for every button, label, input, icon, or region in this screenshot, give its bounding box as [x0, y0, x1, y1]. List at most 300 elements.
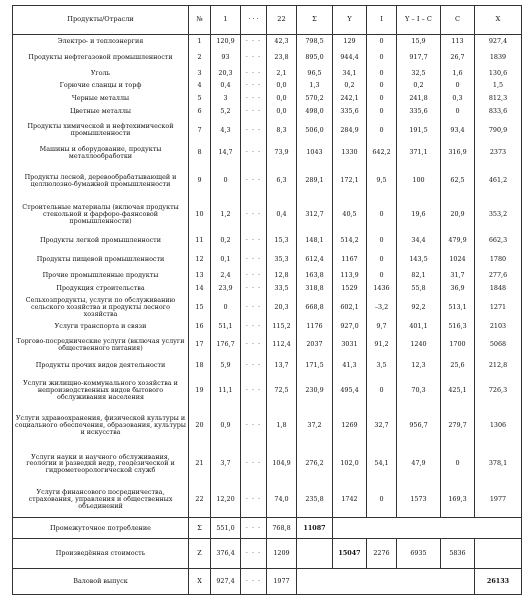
cell-c1: 0 — [211, 295, 241, 320]
cell-c22: 15,3 — [267, 231, 297, 250]
cell-c1: 51,1 — [211, 320, 241, 334]
cell-x: 130,6 — [475, 67, 522, 80]
cell-dots: · · · — [241, 79, 267, 92]
table-row — [13, 375, 522, 405]
cell-yic: 70,3 — [397, 375, 441, 405]
row-name: Продукты пищевой промышленности — [13, 250, 189, 269]
cell-y: 113,9 — [333, 269, 367, 282]
row-no: Σ — [189, 517, 211, 538]
cell-dots: · · · — [241, 143, 267, 163]
cell-y: 1529 — [333, 282, 367, 295]
cell-c1: 14,7 — [211, 143, 241, 163]
row-no: 22 — [189, 482, 211, 518]
cell-yic: 82,1 — [397, 269, 441, 282]
cell-c1: 11,1 — [211, 375, 241, 405]
cell-sigma: 2037 — [297, 334, 333, 357]
cell-sigma: 230,9 — [297, 375, 333, 405]
cell-c: 479,9 — [441, 231, 475, 250]
cell-c1: 0,2 — [211, 231, 241, 250]
cell-y: 129 — [333, 34, 367, 47]
cell-c1: 0,9 — [211, 405, 241, 446]
row-no: 16 — [189, 320, 211, 334]
row-no: 9 — [189, 163, 211, 198]
row-no: 21 — [189, 446, 211, 481]
cell-sigma: 506,0 — [297, 118, 333, 143]
empty-cell — [297, 539, 333, 569]
header-col-1: 1 — [211, 6, 241, 35]
cell-dots: · · · — [241, 105, 267, 118]
cell-sigma: 171,5 — [297, 356, 333, 375]
cell-x: 1780 — [475, 250, 522, 269]
cell-sigma: 498,0 — [297, 105, 333, 118]
cell-yic: 241,8 — [397, 92, 441, 105]
cell-c22: 42,3 — [267, 34, 297, 47]
table-row — [13, 356, 522, 375]
cell-c22: 0,0 — [267, 92, 297, 105]
cell-c: 0 — [441, 105, 475, 118]
cell-c1: 12,20 — [211, 482, 241, 518]
cell-i: 0 — [367, 269, 397, 282]
header-col-22: 22 — [267, 6, 297, 35]
cell-i: 0 — [367, 79, 397, 92]
cell-y: 1330 — [333, 143, 367, 163]
cell-sigma: 312,7 — [297, 198, 333, 230]
cell-c22: 112,4 — [267, 334, 297, 357]
cell-yic: 12,3 — [397, 356, 441, 375]
cell-yic: 956,7 — [397, 405, 441, 446]
cell-i: 0 — [367, 482, 397, 518]
cell-x: 1839 — [475, 47, 522, 66]
row-name: Электро- и теплоэнергия — [13, 34, 189, 47]
cell-c22: 2,1 — [267, 67, 297, 80]
cell-yic: 15,9 — [397, 34, 441, 47]
header-no: № — [189, 6, 211, 35]
cell-x: 461,2 — [475, 163, 522, 198]
cell-i: 1436 — [367, 282, 397, 295]
cell-yic: 6935 — [397, 539, 441, 569]
row-name: Продукция строительства — [13, 282, 189, 295]
cell-c1: 3 — [211, 92, 241, 105]
cell-x: 26133 — [475, 569, 522, 595]
cell-c: 0 — [441, 446, 475, 481]
table-row — [13, 105, 522, 118]
cell-c22: 8,3 — [267, 118, 297, 143]
row-name: Произведённая стоимость — [13, 539, 189, 569]
empty-cell — [475, 539, 522, 569]
cell-c: 26,7 — [441, 47, 475, 66]
cell-yic: 100 — [397, 163, 441, 198]
cell-c: 25,6 — [441, 356, 475, 375]
cell-y: 1167 — [333, 250, 367, 269]
row-no: 11 — [189, 231, 211, 250]
cell-i: 9,7 — [367, 320, 397, 334]
cell-c1: 3,7 — [211, 446, 241, 481]
cell-y: 102,0 — [333, 446, 367, 481]
cell-y: 15047 — [333, 539, 367, 569]
cell-c22: 0,0 — [267, 79, 297, 92]
cell-c22: 1977 — [267, 569, 297, 595]
cell-i: 9,5 — [367, 163, 397, 198]
header-sigma: Σ — [297, 6, 333, 35]
cell-c: 279,7 — [441, 405, 475, 446]
cell-yic: 371,1 — [397, 143, 441, 163]
cell-y: 495,4 — [333, 375, 367, 405]
row-no: 7 — [189, 118, 211, 143]
cell-yic: 47,9 — [397, 446, 441, 481]
cell-dots: · · · — [241, 47, 267, 66]
cell-i: 91,2 — [367, 334, 397, 357]
cell-c: 5836 — [441, 539, 475, 569]
row-name: Сельхозпродукты, услуги по обслуживанию сельского хозяйства и продукты лесного хозяйства — [13, 295, 189, 320]
cell-i: 642,2 — [367, 143, 397, 163]
cell-x: 726,3 — [475, 375, 522, 405]
row-name: Промежуточное потребление — [13, 517, 189, 538]
row-no: 20 — [189, 405, 211, 446]
row-name: Услуги науки и научного обслуживания, геологии и разведки недр, геодезической и гидрометеорологической служб — [13, 446, 189, 481]
cell-c22: 13,7 — [267, 356, 297, 375]
cell-yic: 401,1 — [397, 320, 441, 334]
cell-yic: 335,6 — [397, 105, 441, 118]
row-name: Продукты прочих видов деятельности — [13, 356, 189, 375]
cell-sigma: 895,0 — [297, 47, 333, 66]
table-row — [13, 79, 522, 92]
row-no: 12 — [189, 250, 211, 269]
row-name: Горючие сланцы и торф — [13, 79, 189, 92]
cell-sigma: 612,4 — [297, 250, 333, 269]
cell-y: 514,2 — [333, 231, 367, 250]
cell-x: 1306 — [475, 405, 522, 446]
cell-c22: 115,2 — [267, 320, 297, 334]
cell-x: 212,8 — [475, 356, 522, 375]
cell-c: 20,9 — [441, 198, 475, 230]
cell-y: 602,1 — [333, 295, 367, 320]
cell-sigma: 1043 — [297, 143, 333, 163]
cell-c1: 120,9 — [211, 34, 241, 47]
cell-c1: 23,9 — [211, 282, 241, 295]
row-no: 19 — [189, 375, 211, 405]
cell-sigma: 1176 — [297, 320, 333, 334]
row-no: 6 — [189, 105, 211, 118]
cell-c22: 12,8 — [267, 269, 297, 282]
row-no: 3 — [189, 67, 211, 80]
cell-i: 32,7 — [367, 405, 397, 446]
row-no: 17 — [189, 334, 211, 357]
cell-i: 0 — [367, 231, 397, 250]
cell-x: 662,3 — [475, 231, 522, 250]
cell-c1: 0,4 — [211, 79, 241, 92]
table-row — [13, 34, 522, 47]
cell-x: 812,3 — [475, 92, 522, 105]
cell-y: 1742 — [333, 482, 367, 518]
cell-x: 277,6 — [475, 269, 522, 282]
cell-c22: 6,3 — [267, 163, 297, 198]
cell-y: 0,2 — [333, 79, 367, 92]
row-no: Z — [189, 539, 211, 569]
input-output-table — [12, 5, 522, 595]
cell-i: 0 — [367, 34, 397, 47]
cell-sigma: 148,1 — [297, 231, 333, 250]
cell-dots: · · · — [241, 482, 267, 518]
header-yic: Y – I – C — [397, 6, 441, 35]
cell-x: 833,6 — [475, 105, 522, 118]
row-no: 8 — [189, 143, 211, 163]
cell-c22: 0,0 — [267, 105, 297, 118]
cell-c1: 551,0 — [211, 517, 241, 538]
cell-y: 335,6 — [333, 105, 367, 118]
cell-c1: 5,9 — [211, 356, 241, 375]
cell-c1: 2,4 — [211, 269, 241, 282]
cell-c22: 0,4 — [267, 198, 297, 230]
row-name: Цветные металлы — [13, 105, 189, 118]
row-name: Строительные материалы (включая продукты стекольной и фарфоро-фаянсовой промышленности) — [13, 198, 189, 230]
row-no: 10 — [189, 198, 211, 230]
cell-yic: 917,7 — [397, 47, 441, 66]
cell-y: 41,3 — [333, 356, 367, 375]
cell-dots: · · · — [241, 198, 267, 230]
row-name: Машины и оборудование, продукты металлообработки — [13, 143, 189, 163]
cell-y: 34,1 — [333, 67, 367, 80]
cell-c22: 1209 — [267, 539, 297, 569]
cell-c: 1,6 — [441, 67, 475, 80]
cell-x: 1977 — [475, 482, 522, 518]
cell-dots: · · · — [241, 163, 267, 198]
table-row — [13, 446, 522, 481]
cell-dots: · · · — [241, 569, 267, 595]
empty-cell — [333, 517, 522, 538]
cell-x: 1271 — [475, 295, 522, 320]
cell-y: 3031 — [333, 334, 367, 357]
cell-sigma: 96,5 — [297, 67, 333, 80]
cell-c22: 72,5 — [267, 375, 297, 405]
header-row — [13, 6, 522, 35]
row-no: 14 — [189, 282, 211, 295]
cell-yic: 143,5 — [397, 250, 441, 269]
row-name: Торгово-посреднические услуги (включая услуги общественного питания) — [13, 334, 189, 357]
cell-sigma: 570,2 — [297, 92, 333, 105]
row-no: 15 — [189, 295, 211, 320]
cell-y: 284,9 — [333, 118, 367, 143]
cell-i: 0 — [367, 105, 397, 118]
cell-c22: 35,3 — [267, 250, 297, 269]
header-c: C — [441, 6, 475, 35]
cell-y: 927,0 — [333, 320, 367, 334]
cell-c1: 5,2 — [211, 105, 241, 118]
row-no: 13 — [189, 269, 211, 282]
cell-x: 2103 — [475, 320, 522, 334]
header-i: I — [367, 6, 397, 35]
row-name: Услуги транспорта и связи — [13, 320, 189, 334]
cell-c22: 20,3 — [267, 295, 297, 320]
table-row — [13, 295, 522, 320]
cell-sigma: 37,2 — [297, 405, 333, 446]
cell-c: 425,1 — [441, 375, 475, 405]
table-row — [13, 67, 522, 80]
table-row — [13, 269, 522, 282]
cell-dots: · · · — [241, 67, 267, 80]
cell-dots: · · · — [241, 375, 267, 405]
header-dots: · · · — [241, 6, 267, 35]
row-name: Черные металлы — [13, 92, 189, 105]
row-no: 2 — [189, 47, 211, 66]
table-row — [13, 47, 522, 66]
cell-c22: 33,5 — [267, 282, 297, 295]
cell-c: 93,4 — [441, 118, 475, 143]
cell-c1: 927,4 — [211, 569, 241, 595]
cell-i: 0 — [367, 92, 397, 105]
cell-i: 0 — [367, 375, 397, 405]
table-row — [13, 163, 522, 198]
row-no: 4 — [189, 79, 211, 92]
cell-x: 378,1 — [475, 446, 522, 481]
cell-dots: · · · — [241, 250, 267, 269]
cell-c: 169,3 — [441, 482, 475, 518]
cell-x: 927,4 — [475, 34, 522, 47]
cell-i: 3,5 — [367, 356, 397, 375]
cell-yic: 191,5 — [397, 118, 441, 143]
cell-yic: 92,2 — [397, 295, 441, 320]
cell-c: 513,1 — [441, 295, 475, 320]
cell-i: –3,2 — [367, 295, 397, 320]
cell-dots: · · · — [241, 282, 267, 295]
cell-c: 31,7 — [441, 269, 475, 282]
row-name: Продукты легкой промышленности — [13, 231, 189, 250]
cell-dots: · · · — [241, 405, 267, 446]
cell-yic: 1573 — [397, 482, 441, 518]
cell-dots: · · · — [241, 295, 267, 320]
cell-c1: 1,2 — [211, 198, 241, 230]
cell-dots: · · · — [241, 92, 267, 105]
cell-yic: 32,5 — [397, 67, 441, 80]
row-no: 5 — [189, 92, 211, 105]
cell-i: 54,1 — [367, 446, 397, 481]
table-row — [13, 198, 522, 230]
cell-c: 0 — [441, 79, 475, 92]
cell-dots: · · · — [241, 446, 267, 481]
cell-sigma: 668,8 — [297, 295, 333, 320]
gross-output-row — [13, 569, 522, 595]
cell-sigma: 235,8 — [297, 482, 333, 518]
row-name: Услуги финансового посредничества, страхования, управления и общественных объединений — [13, 482, 189, 518]
cell-yic: 0,2 — [397, 79, 441, 92]
table-row — [13, 118, 522, 143]
cell-c22: 23,8 — [267, 47, 297, 66]
cell-y: 1269 — [333, 405, 367, 446]
cell-dots: · · · — [241, 269, 267, 282]
row-no: 1 — [189, 34, 211, 47]
cell-yic: 34,4 — [397, 231, 441, 250]
cell-sigma: 318,8 — [297, 282, 333, 295]
cell-c1: 4,3 — [211, 118, 241, 143]
cell-c22: 1,8 — [267, 405, 297, 446]
cell-i: 0 — [367, 118, 397, 143]
io-table-container — [12, 5, 521, 595]
table-row — [13, 482, 522, 518]
cell-sigma: 289,1 — [297, 163, 333, 198]
table-row — [13, 320, 522, 334]
header-y: Y — [333, 6, 367, 35]
row-no: X — [189, 569, 211, 595]
row-name: Услуги здравоохранения, физической культуры и социального обеспечения, образования, культуры и искусства — [13, 405, 189, 446]
cell-dots: · · · — [241, 356, 267, 375]
cell-x: 1,5 — [475, 79, 522, 92]
row-name: Продукты химической и нефтехимической промышленности — [13, 118, 189, 143]
cell-y: 40,5 — [333, 198, 367, 230]
cell-c22: 73,9 — [267, 143, 297, 163]
cell-yic: 1240 — [397, 334, 441, 357]
cell-sigma: 276,2 — [297, 446, 333, 481]
table-row — [13, 231, 522, 250]
cell-sigma: 798,5 — [297, 34, 333, 47]
cell-dots: · · · — [241, 34, 267, 47]
cell-c22: 104,9 — [267, 446, 297, 481]
cell-c: 62,5 — [441, 163, 475, 198]
table-row — [13, 282, 522, 295]
cell-i: 0 — [367, 47, 397, 66]
cell-dots: · · · — [241, 334, 267, 357]
row-name: Уголь — [13, 67, 189, 80]
cell-i: 2276 — [367, 539, 397, 569]
cell-x: 5068 — [475, 334, 522, 357]
row-name: Валовой выпуск — [13, 569, 189, 595]
table-row — [13, 334, 522, 357]
cell-sigma: 163,8 — [297, 269, 333, 282]
cell-yic: 19,6 — [397, 198, 441, 230]
cell-y: 172,1 — [333, 163, 367, 198]
cell-dots: · · · — [241, 118, 267, 143]
cell-sigma: 11087 — [297, 517, 333, 538]
cell-x: 353,2 — [475, 198, 522, 230]
cell-sigma: 1,3 — [297, 79, 333, 92]
empty-cell — [297, 569, 475, 595]
cell-c1: 0 — [211, 163, 241, 198]
cell-dots: · · · — [241, 517, 267, 538]
header-products: Продукты/Отрасли — [13, 6, 189, 35]
cell-c1: 176,7 — [211, 334, 241, 357]
row-no: 18 — [189, 356, 211, 375]
cell-i: 0 — [367, 67, 397, 80]
cell-c: 1700 — [441, 334, 475, 357]
cell-y: 242,1 — [333, 92, 367, 105]
cell-c1: 93 — [211, 47, 241, 66]
cell-c: 0,3 — [441, 92, 475, 105]
cell-c1: 0,1 — [211, 250, 241, 269]
cell-c1: 376,4 — [211, 539, 241, 569]
header-x: X — [475, 6, 522, 35]
cell-c: 113 — [441, 34, 475, 47]
cell-c: 36,9 — [441, 282, 475, 295]
row-name: Прочие промышленные продукты — [13, 269, 189, 282]
table-row — [13, 143, 522, 163]
cell-i: 0 — [367, 198, 397, 230]
intermediate-consumption-row — [13, 517, 522, 538]
cell-i: 0 — [367, 250, 397, 269]
cell-dots: · · · — [241, 539, 267, 569]
table-row — [13, 92, 522, 105]
cell-c: 316,9 — [441, 143, 475, 163]
table-body — [13, 34, 522, 517]
cell-c: 516,3 — [441, 320, 475, 334]
cell-x: 2373 — [475, 143, 522, 163]
cell-c1: 20,3 — [211, 67, 241, 80]
row-name: Продукты нефтегазовой промышленности — [13, 47, 189, 66]
cell-c: 1024 — [441, 250, 475, 269]
cell-yic: 55,8 — [397, 282, 441, 295]
row-name: Продукты лесной, деревообрабатывающей и целлюлозно-бумажной промышленности — [13, 163, 189, 198]
value-added-row — [13, 539, 522, 569]
cell-x: 790,9 — [475, 118, 522, 143]
cell-y: 944,4 — [333, 47, 367, 66]
table-row — [13, 250, 522, 269]
